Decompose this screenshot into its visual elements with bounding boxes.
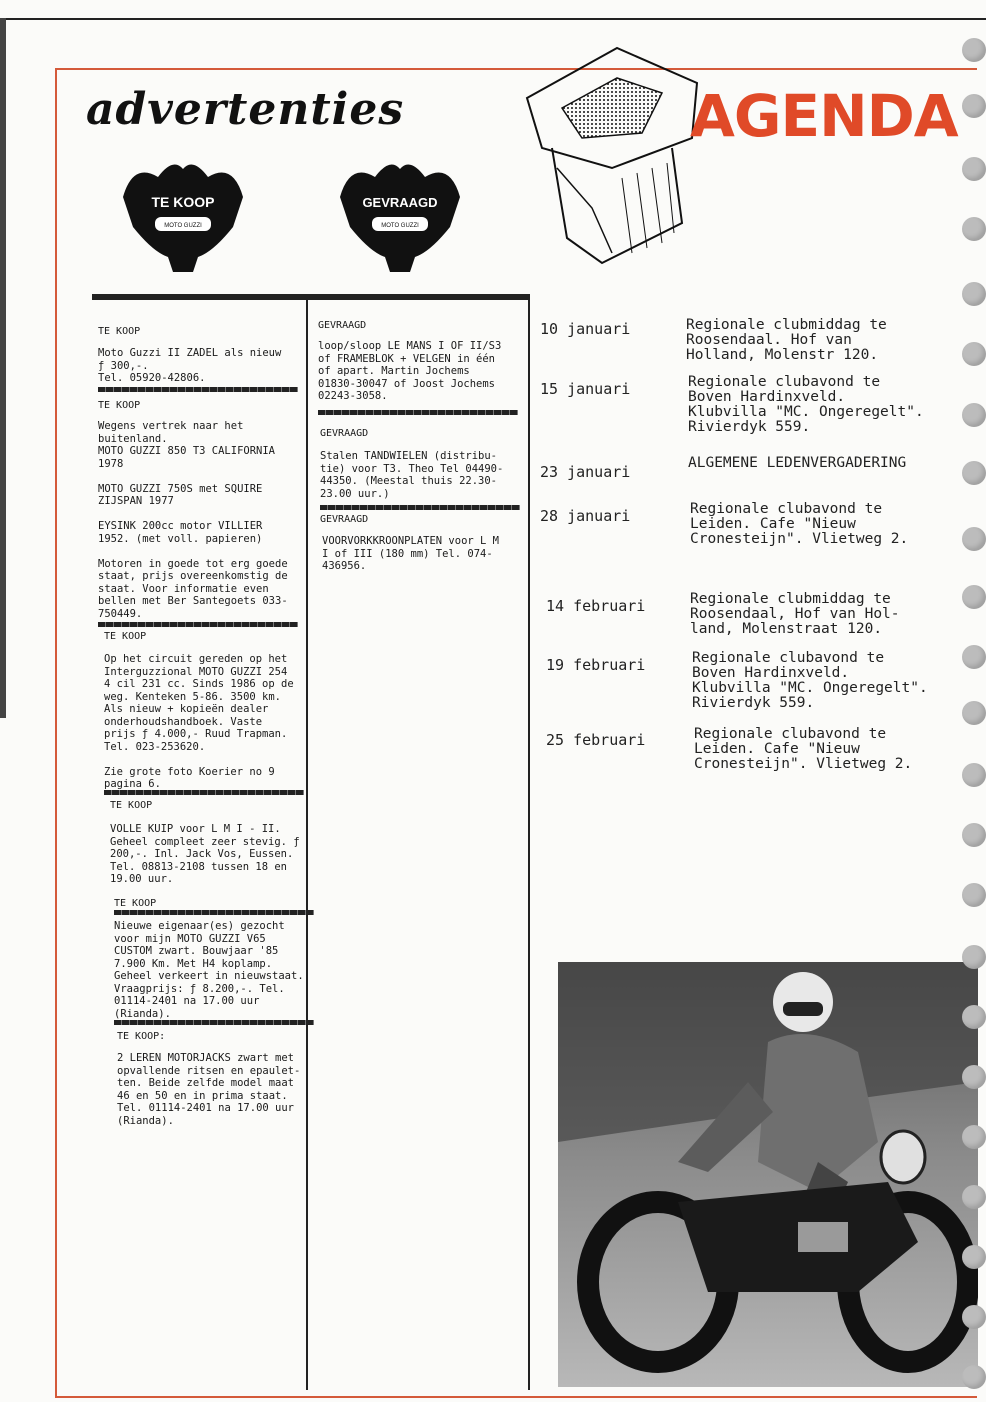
binder-ring (962, 763, 986, 787)
motorcycle-photo (558, 962, 978, 1387)
ad-separator (104, 790, 304, 795)
ad-heading: TE KOOP (104, 631, 147, 642)
binder-ring (962, 94, 986, 118)
binder-ring (962, 282, 986, 306)
ad-body: Nieuwe eigenaar(es) gezocht voor mijn MOTO GUZZI V65 CUSTOM zwart. Bouwjaar '85 7.900 Km. Met H4 koplamp. Geheel verkeert in nieuwstaat. Vraagprijs: ƒ 8.200,-. Tel. 01114-2401 na 17.00 uur (Rianda). (114, 920, 304, 1020)
binder-ring (962, 461, 986, 485)
ad-separator (318, 410, 518, 415)
binder-ring (962, 585, 986, 609)
binder-ring (962, 1005, 986, 1029)
binder-ring (962, 527, 986, 551)
binder-ring (962, 701, 986, 725)
ad-heading: GEVRAAGD (320, 514, 369, 525)
ad-separator (98, 622, 298, 627)
agenda-entry: ALGEMENE LEDENVERGADERING (688, 455, 907, 471)
agenda-entry: Regionale clubavond te Boven Hardinxveld. Klubvilla "MC. Ongeregelt". Rivierdyk 559. (688, 374, 924, 435)
ad-heading: GEVRAAGD (318, 320, 367, 331)
ad-body: VOLLE KUIP voor L M I - II. Geheel compleet zeer stevig. ƒ 200,-. Inl. Jack Vos, Eussen. Tel. 08813-2108 tussen 18 en 19.00 uur. (110, 823, 300, 885)
ad-heading: TE KOOP (98, 400, 141, 411)
badge-wanted-small: MOTO GUZZI (381, 223, 419, 229)
agenda-date: 25 februari (546, 731, 646, 749)
agenda-date: 19 februari (546, 656, 646, 674)
binder-ring (962, 645, 986, 669)
agenda-date: 28 januari (540, 507, 631, 525)
agenda-entry: Regionale clubmiddag te Roosendaal. Hof van Holland, Molenstr 120. (686, 317, 887, 363)
agenda-date: 15 januari (540, 380, 631, 398)
badge-wanted-label: GEVRAAGD (362, 195, 438, 210)
ad-heading: TE KOOP (110, 800, 153, 811)
ad-separator (98, 387, 298, 392)
binder-ring (962, 38, 986, 62)
binder-ring (962, 403, 986, 427)
ad-heading: TE KOOP (98, 326, 141, 337)
binder-ring (962, 1365, 986, 1389)
gevraagd-badge (330, 157, 470, 275)
binder-ring (962, 1125, 986, 1149)
ad-body: Wegens vertrek naar het buitenland. MOTO GUZZI 850 T3 CALIFORNIA 1978 MOTO GUZZI 750S met SQUIRE ZIJSPAN 1977 EYSINK 200cc motor VILLIER 1952. (met voll. papieren) Motoren in goede tot erg goede staat, prijs overeenkomstig de staat. Voor informatie even bellen met Ber Santegoets 033- 750449. (98, 420, 288, 620)
ad-heading: TE KOOP: (117, 1031, 166, 1042)
ad-body: loop/sloop LE MANS I OF II/S3 of FRAMEBLOK + VELGEN in één of apart. Martin Jochems 01830-30047 of Joost Jochems 02243-3058. (318, 340, 502, 402)
header-divider (92, 294, 530, 300)
column-rule-2 (528, 294, 530, 1390)
binder-ring (962, 1305, 986, 1329)
agenda-title: AGENDA (690, 82, 958, 150)
agenda-entry: Regionale clubavond te Leiden. Cafe "Nieuw Cronesteijn". Vlietweg 2. (694, 726, 913, 772)
ad-separator (320, 505, 520, 510)
page-title: advertenties (86, 84, 405, 135)
binder-ring (962, 883, 986, 907)
page-left-edge (0, 18, 6, 718)
binder-ring (962, 945, 986, 969)
ad-heading: GEVRAAGD (320, 428, 369, 439)
agenda-date: 23 januari (540, 463, 631, 481)
binder-ring (962, 1185, 986, 1209)
agenda-date: 10 januari (540, 320, 631, 338)
ad-body: Op het circuit gereden op het Interguzzional MOTO GUZZI 254 4 cil 231 cc. Sinds 1986 op de weg. Kenteken 5-86. 3500 km. Als nieuw + kopieën dealer onderhoudshandboek. Vaste prijs ƒ 4.000,- Ruud Trapman. Tel. 023-253620. Zie grote foto Koerier no 9 pagina 6. (104, 653, 294, 790)
binder-ring (962, 342, 986, 366)
agenda-entry: Regionale clubavond te Boven Hardinxveld. Klubvilla "MC. Ongeregelt". Rivierdyk 559. (692, 650, 928, 711)
ad-heading: TE KOOP (114, 898, 157, 909)
ad-body: Moto Guzzi II ZADEL als nieuw ƒ 300,-. Tel. 05920-42806. (98, 347, 282, 384)
badge-sale-label: TE KOOP (151, 194, 215, 210)
agenda-entry: Regionale clubavond te Leiden. Cafe "Nieuw Cronesteijn". Vlietweg 2. (690, 501, 909, 547)
ad-body: 2 LEREN MOTORJACKS zwart met opvallende ritsen en epaulet- ten. Beide zelfde model maat 46 en 50 en in prima staat. Tel. 01114-2401 na 17.00 uur (Rianda). (117, 1052, 301, 1127)
binder-ring (962, 217, 986, 241)
binder-ring (962, 1065, 986, 1089)
newspaper-illustration (522, 38, 722, 268)
page-top-edge (0, 18, 986, 20)
te-koop-badge (113, 157, 253, 275)
ad-body: Stalen TANDWIELEN (distribu- tie) voor T3. Theo Tel 04490- 44350. (Meestal thuis 22.30- 23.00 uur.) (320, 450, 504, 500)
ad-separator (114, 1020, 314, 1025)
binder-ring (962, 157, 986, 181)
agenda-entry: Regionale clubmiddag te Roosendaal, Hof van Hol- land, Molenstraat 120. (690, 591, 900, 637)
binder-ring (962, 823, 986, 847)
ad-separator (114, 910, 314, 915)
agenda-date: 14 februari (546, 597, 646, 615)
badge-sale-small: MOTO GUZZI (164, 223, 202, 229)
ad-body: VOORVORKKROONPLATEN voor L M I of III (180 mm) Tel. 074- 436956. (322, 535, 500, 572)
binder-ring (962, 1245, 986, 1269)
